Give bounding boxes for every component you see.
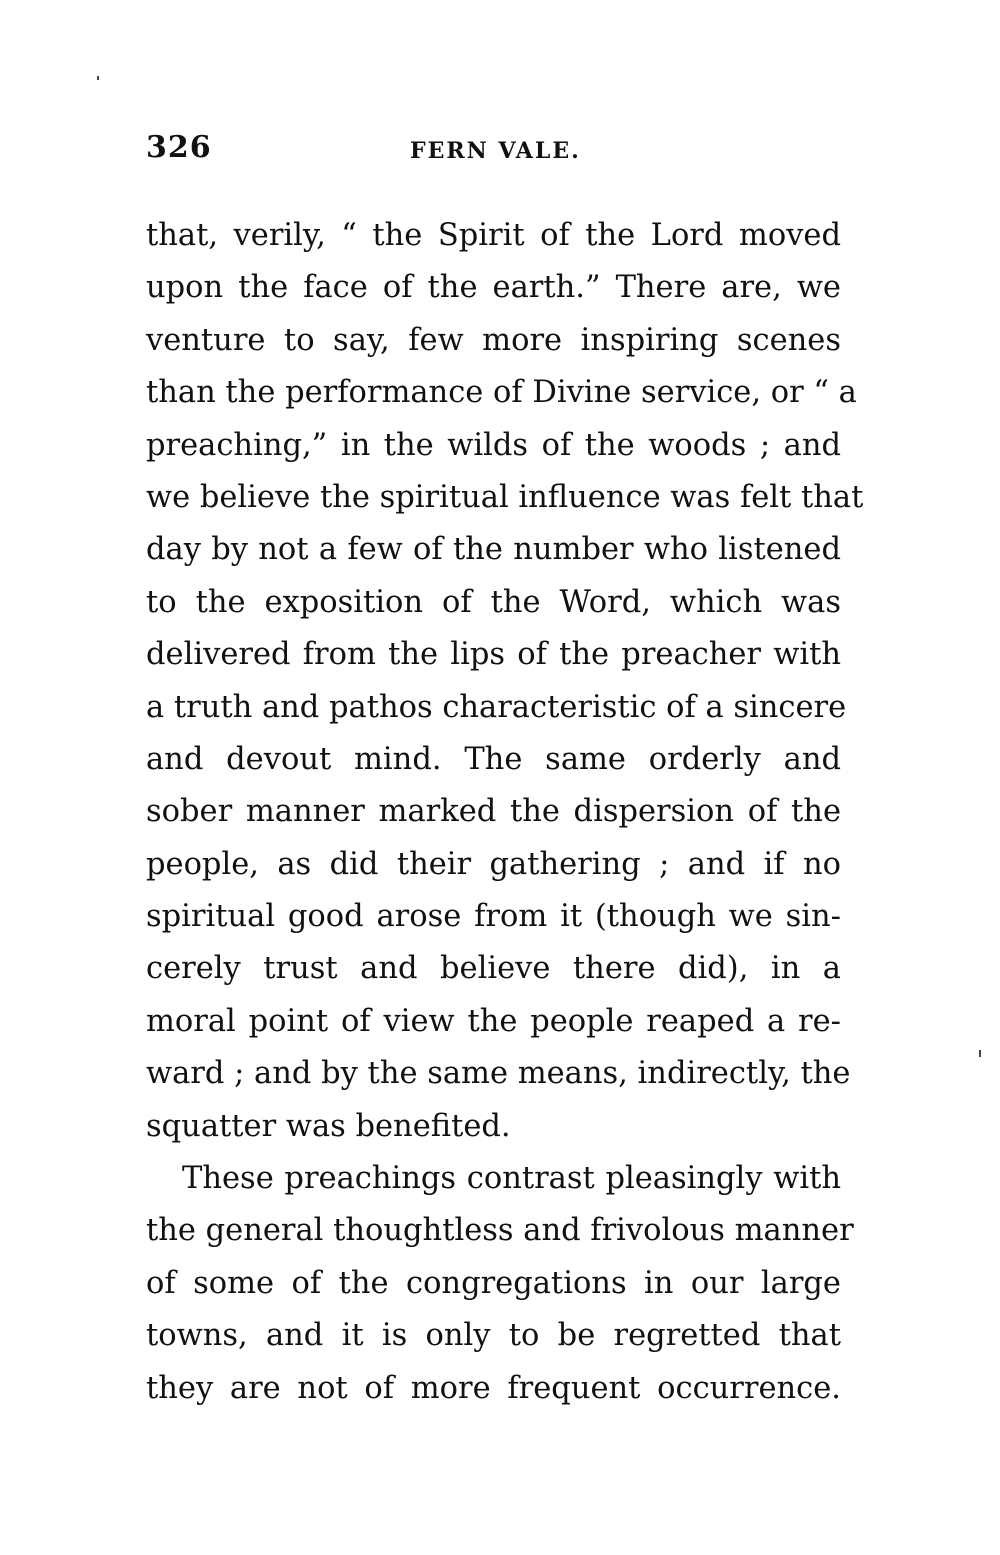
text-line: ward ; and by the same means, indirectly, the: [146, 1056, 851, 1092]
body-text: [146, 210, 864, 1415]
text-line: delivered from the lips of the preacher with: [146, 637, 841, 673]
text-line: spiritual good arose from it (though we sin-: [146, 899, 841, 935]
page-number: 326: [146, 130, 212, 165]
running-head: [146, 130, 841, 170]
scan-speck: [979, 1050, 981, 1057]
paragraph-2: [146, 1153, 854, 1415]
text-line: that, verily, “ the Spirit of the Lord moved: [146, 218, 841, 253]
running-title: FERN VALE.: [410, 138, 581, 164]
text-line: people, as did their gathering ; and if no: [146, 846, 841, 882]
text-line: we believe the spiritual influence was felt that: [146, 479, 864, 515]
text-line: upon the face of the earth.” There are, we: [146, 270, 841, 306]
text-line: they are not of more frequent occurrence.: [146, 1370, 841, 1406]
text-line: preaching,” in the wilds of the woods ; and: [146, 427, 841, 463]
text-line: of some of the congregations in our large: [146, 1265, 841, 1301]
scan-speck: [97, 76, 99, 80]
text-line: These preachings contrast pleasingly with: [182, 1161, 841, 1197]
text-line: cerely trust and believe there did), in a: [146, 951, 841, 987]
text-line: towns, and it is only to be regretted that: [146, 1318, 841, 1354]
text-line: venture to say, few more inspiring scenes: [146, 322, 841, 358]
text-line: squatter was benefited.: [146, 1108, 511, 1144]
text-line: the general thoughtless and frivolous manner: [146, 1213, 854, 1249]
text-line: and devout mind. The same orderly and: [146, 741, 841, 777]
text-line: to the exposition of the Word, which was: [146, 584, 841, 620]
text-line: than the performance of Divine service, or “ a: [146, 375, 857, 411]
text-line: sober manner marked the dispersion of the: [146, 794, 841, 830]
text-line: moral point of view the people reaped a re-: [146, 1003, 841, 1039]
paragraph-1: [146, 210, 864, 1153]
text-line: a truth and pathos characteristic of a sincere: [146, 689, 847, 725]
text-line: day by not a few of the number who listened: [146, 532, 841, 568]
